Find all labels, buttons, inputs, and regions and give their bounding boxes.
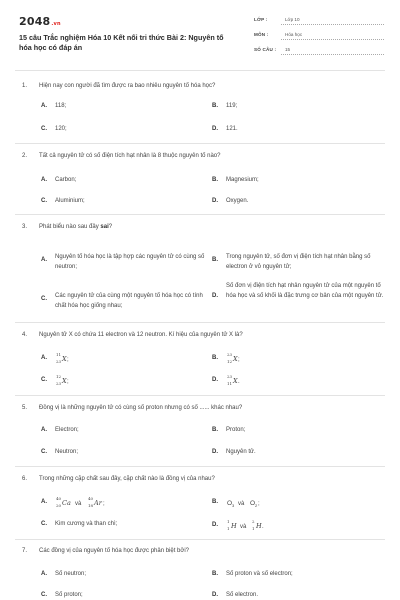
divider — [15, 395, 385, 396]
question-3: 3. Phát biểu nào sau đây sai? — [22, 224, 113, 230]
svg-text:;: ; — [258, 501, 260, 507]
svg-text:3: 3 — [232, 503, 235, 508]
question-2: 2. Tất cả nguyên tử có số điện tích hạt nhân là 8 thuộc nguyên tố nào? — [22, 153, 221, 159]
svg-text:;: ; — [67, 357, 69, 363]
divider — [15, 466, 385, 467]
svg-text:11: 11 — [227, 381, 233, 386]
svg-text:23: 23 — [227, 374, 233, 379]
divider — [15, 214, 385, 215]
svg-text:và: và — [75, 501, 82, 507]
svg-text:và: và — [240, 524, 247, 530]
isotope-symbol-b — [226, 350, 256, 366]
svg-text:H: H — [256, 522, 262, 530]
svg-text:11: 11 — [56, 352, 62, 357]
svg-text:;: ; — [67, 379, 69, 385]
divider — [15, 143, 385, 144]
svg-text:H: H — [231, 522, 237, 530]
emphasis-sai: sai — [100, 224, 109, 230]
svg-text:2: 2 — [255, 503, 258, 508]
svg-text:;: ; — [238, 357, 240, 363]
meta-subject: MÔN : Hóa học — [254, 29, 384, 43]
svg-text:40: 40 — [88, 496, 94, 501]
isotope-symbol-a — [55, 350, 85, 366]
isotope-pair-ca-ar — [55, 494, 125, 510]
svg-text:2: 2 — [252, 519, 255, 524]
svg-text:23: 23 — [56, 381, 62, 386]
svg-text:20: 20 — [56, 503, 62, 508]
svg-text:O: O — [227, 500, 233, 507]
svg-text:;: ; — [103, 501, 105, 507]
svg-text:1: 1 — [252, 526, 255, 531]
question-5: 5. Đồng vị là những nguyên tử có cùng số proton nhưng có số ...... khác nhau? — [22, 405, 243, 411]
svg-text:23: 23 — [227, 352, 233, 357]
question-6: 6. Trong những cặp chất sau đây, cặp chất nào là đồng vị của nhau? — [22, 476, 215, 482]
divider — [15, 322, 385, 323]
svg-text:12: 12 — [56, 374, 62, 379]
ozone-oxygen-pair — [226, 494, 286, 510]
hydrogen-isotope-pair — [226, 517, 286, 533]
question-4: 4. Nguyên tử X có chứa 11 electron và 12 neutron. Kí hiệu của nguyên tử X là? — [22, 332, 243, 338]
svg-text:1: 1 — [227, 526, 230, 531]
svg-text:Ca: Ca — [62, 499, 71, 507]
site-logo[interactable]: 2048.vn — [19, 15, 61, 28]
svg-text:.: . — [262, 524, 264, 530]
svg-text:X: X — [233, 377, 238, 385]
question-7: 7. Các đồng vị của nguyên tố hóa học được phân biệt bởi? — [22, 548, 189, 554]
isotope-symbol-c — [55, 372, 85, 388]
svg-text:và: và — [238, 501, 245, 507]
svg-text:X: X — [233, 355, 238, 363]
svg-text:.: . — [238, 379, 240, 385]
meta-class: LỚP : Lớp 10 — [254, 14, 384, 28]
question-1: 1. Hiện nay con người đã tìm được ra bao nhiêu nguyên tố hóa học? — [22, 83, 216, 89]
meta-count: SỐ CÂU : 15 — [254, 44, 384, 58]
svg-text:1: 1 — [227, 519, 230, 524]
svg-text:23: 23 — [56, 359, 62, 364]
svg-text:X: X — [62, 355, 67, 363]
divider — [15, 539, 385, 540]
isotope-symbol-d — [226, 372, 256, 388]
header-divider — [15, 70, 385, 71]
svg-text:X: X — [62, 377, 67, 385]
svg-text:Ar: Ar — [94, 499, 102, 507]
svg-text:12: 12 — [227, 359, 233, 364]
svg-text:18: 18 — [88, 503, 94, 508]
svg-text:40: 40 — [56, 496, 62, 501]
svg-text:O: O — [250, 500, 256, 507]
document-header — [0, 0, 400, 66]
document-title: 15 câu Trắc nghiệm Hóa 10 Kết nối tri thức Bài 2: Nguyên tố hóa học có đáp án — [19, 33, 224, 52]
